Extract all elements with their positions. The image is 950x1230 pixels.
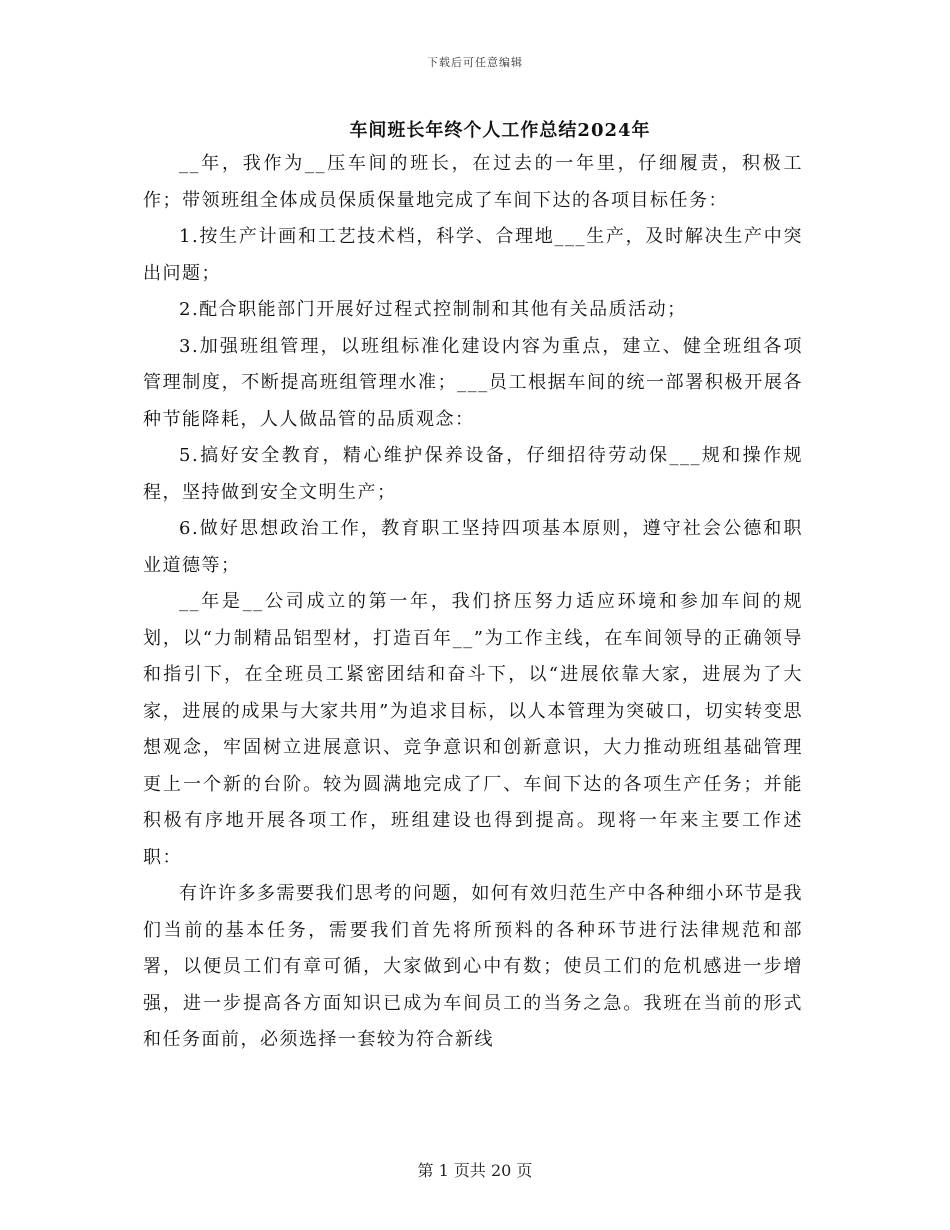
page-number: 第 1 页共 20 页 (417, 1161, 533, 1180)
paragraph-item-3: 3.加强班组管理，以班组标准化建设内容为重点，建立、健全班组各项管理制度，不断提高班组管理水准；___员工根据车间的统一部署积极开展各种节能降耗，人人做品管的品质观念： (143, 335, 803, 430)
document-body (143, 146, 803, 1059)
download-note: 下载后可任意编辑 (427, 56, 523, 69)
paragraph-item-2: 2.配合职能部门开展好过程式控制制和其他有关品质活动； (179, 299, 687, 320)
document-title: 车间班长年终个人工作总结2024年 (349, 120, 651, 141)
paragraph-item-5: 5.搞好安全教育，精心维护保养设备，仔细招待劳动保___规和操作规程，坚持做到安全文明生产； (143, 445, 803, 503)
paragraph-summary: __年是__公司成立的第一年，我们挤压努力适应环境和参加车间的规划，以“力制精品铝型材，打造百年__”为工作主线，在车间领导的正确领导和指引下，在全班员工紧密团结和奋斗下，以“进展依靠大家，进展为了大家，进展的成果与大家共用”为追求目标，以人本管理为突破口，切实转变思想观念，牢固树立进展意识、竞争意识和创新意识，大力推动班组基础管理更上一个新的台阶。较为圆满地完成了厂、车间下达的各项生产任务；并能积极有序地开展各项工作，班组建设也得到提高。现将一年来主要工作述职： (143, 591, 803, 868)
paragraph-challenges: 有许许多多需要我们思考的问题，如何有效归范生产中各种细小环节是我们当前的基本任务，需要我们首先将所预料的各种环节进行法律规范和部署，以便员工们有章可循，大家做到心中有数；使员工们的危机感进一步增强，进一步提高各方面知识已成为车间员工的当务之急。我班在当前的形式和任务面前，必须选择一套较为符合新线 (143, 883, 803, 1050)
paragraph-intro: __年，我作为__压车间的班长，在过去的一年里，仔细履责，积极工作；带领班组全体成员保质保量地完成了车间下达的各项目标任务： (143, 153, 803, 211)
paragraph-item-1: 1.按生产计画和工艺技术档，科学、合理地___生产，及时解决生产中突出问题； (143, 226, 803, 284)
paragraph-item-6: 6.做好思想政治工作，教育职工坚持四项基本原则，遵守社会公德和职业道德等； (143, 518, 803, 576)
